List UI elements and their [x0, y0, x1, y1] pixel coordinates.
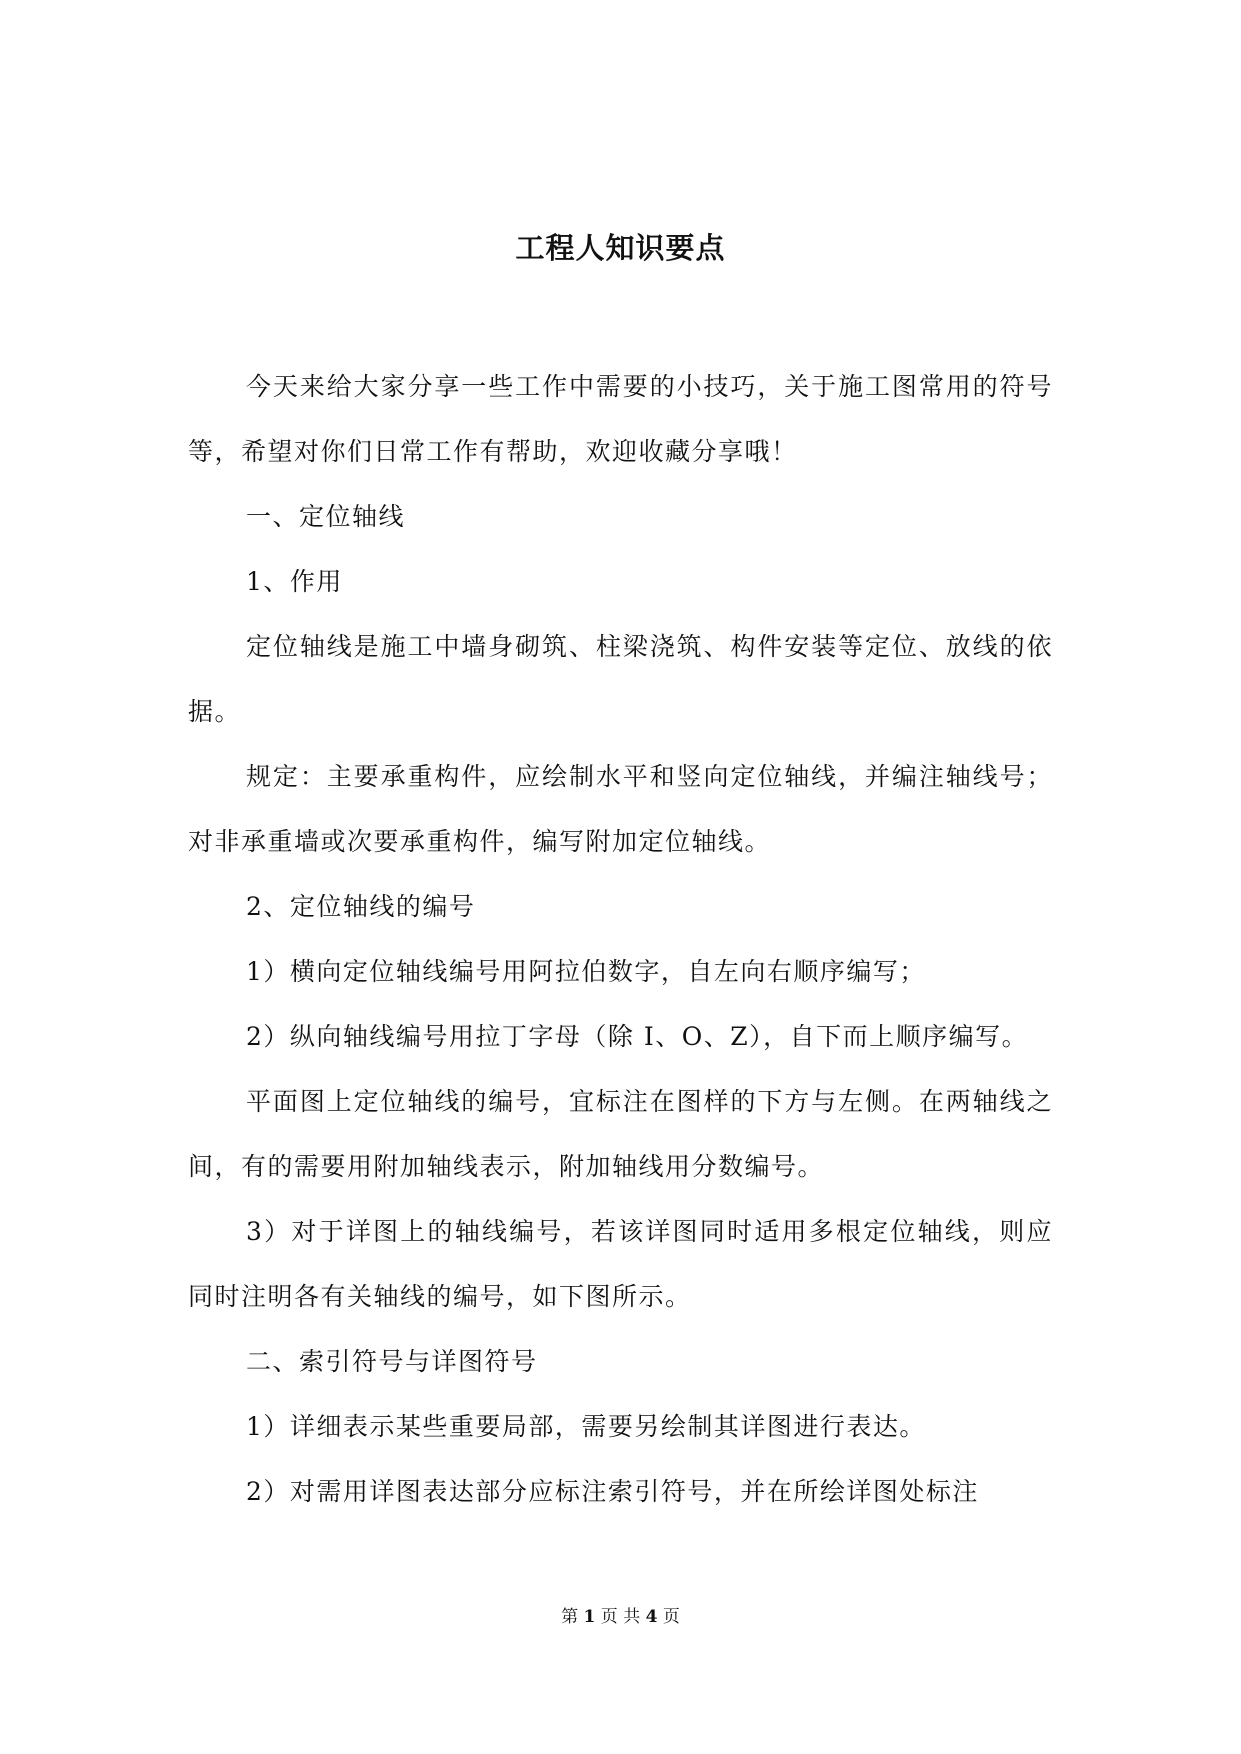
current-page-number: 1	[583, 1607, 596, 1627]
section-heading-index-symbols: 二、索引符号与详图符号	[246, 1347, 538, 1376]
list-item-detail-drawing: 1）详细表示某些重要局部，需要另绘制其详图进行表达。	[246, 1412, 926, 1441]
subheading-axis-numbering: 2、定位轴线的编号	[246, 892, 476, 921]
paragraph-intro: 今天来给大家分享一些工作中需要的小技巧，关于施工图常用的符号等，希望对你们日常工作有帮助，欢迎收藏分享哦！	[188, 372, 1053, 466]
paragraph-plan-numbering: 平面图上定位轴线的编号，宜标注在图样的下方与左侧。在两轴线之间，有的需要用附加轴线表示，附加轴线用分数编号。	[188, 1087, 1053, 1181]
section-heading-axis: 一、定位轴线	[246, 502, 406, 531]
subheading-function: 1、作用	[246, 567, 343, 596]
footer-suffix: 页	[662, 1607, 680, 1627]
list-item-horizontal-axis: 1）横向定位轴线编号用阿拉伯数字，自左向右顺序编写；	[246, 957, 926, 986]
page-footer	[0, 1605, 1241, 1629]
footer-prefix: 第	[561, 1607, 579, 1627]
list-item-detail-axis: 3）对于详图上的轴线编号，若该详图同时适用多根定位轴线，则应同时注明各有关轴线的编号，如下图所示。	[188, 1217, 1053, 1311]
paragraph-axis-definition: 定位轴线是施工中墙身砌筑、柱梁浇筑、构件安装等定位、放线的依据。	[188, 632, 1053, 726]
list-item-vertical-axis: 2）纵向轴线编号用拉丁字母（除 I、O、Z），自下而上顺序编写。	[246, 1022, 1029, 1051]
document-body	[188, 354, 1053, 1524]
paragraph-axis-rule: 规定：主要承重构件，应绘制水平和竖向定位轴线，并编注轴线号；对非承重墙或次要承重构件，编写附加定位轴线。	[188, 762, 1053, 856]
document-title: 工程人知识要点	[515, 231, 726, 265]
list-item-index-symbol: 2）对需用详图表达部分应标注索引符号，并在所绘详图处标注	[246, 1477, 979, 1506]
total-pages-number: 4	[645, 1607, 658, 1627]
footer-middle: 页 共	[600, 1607, 641, 1627]
